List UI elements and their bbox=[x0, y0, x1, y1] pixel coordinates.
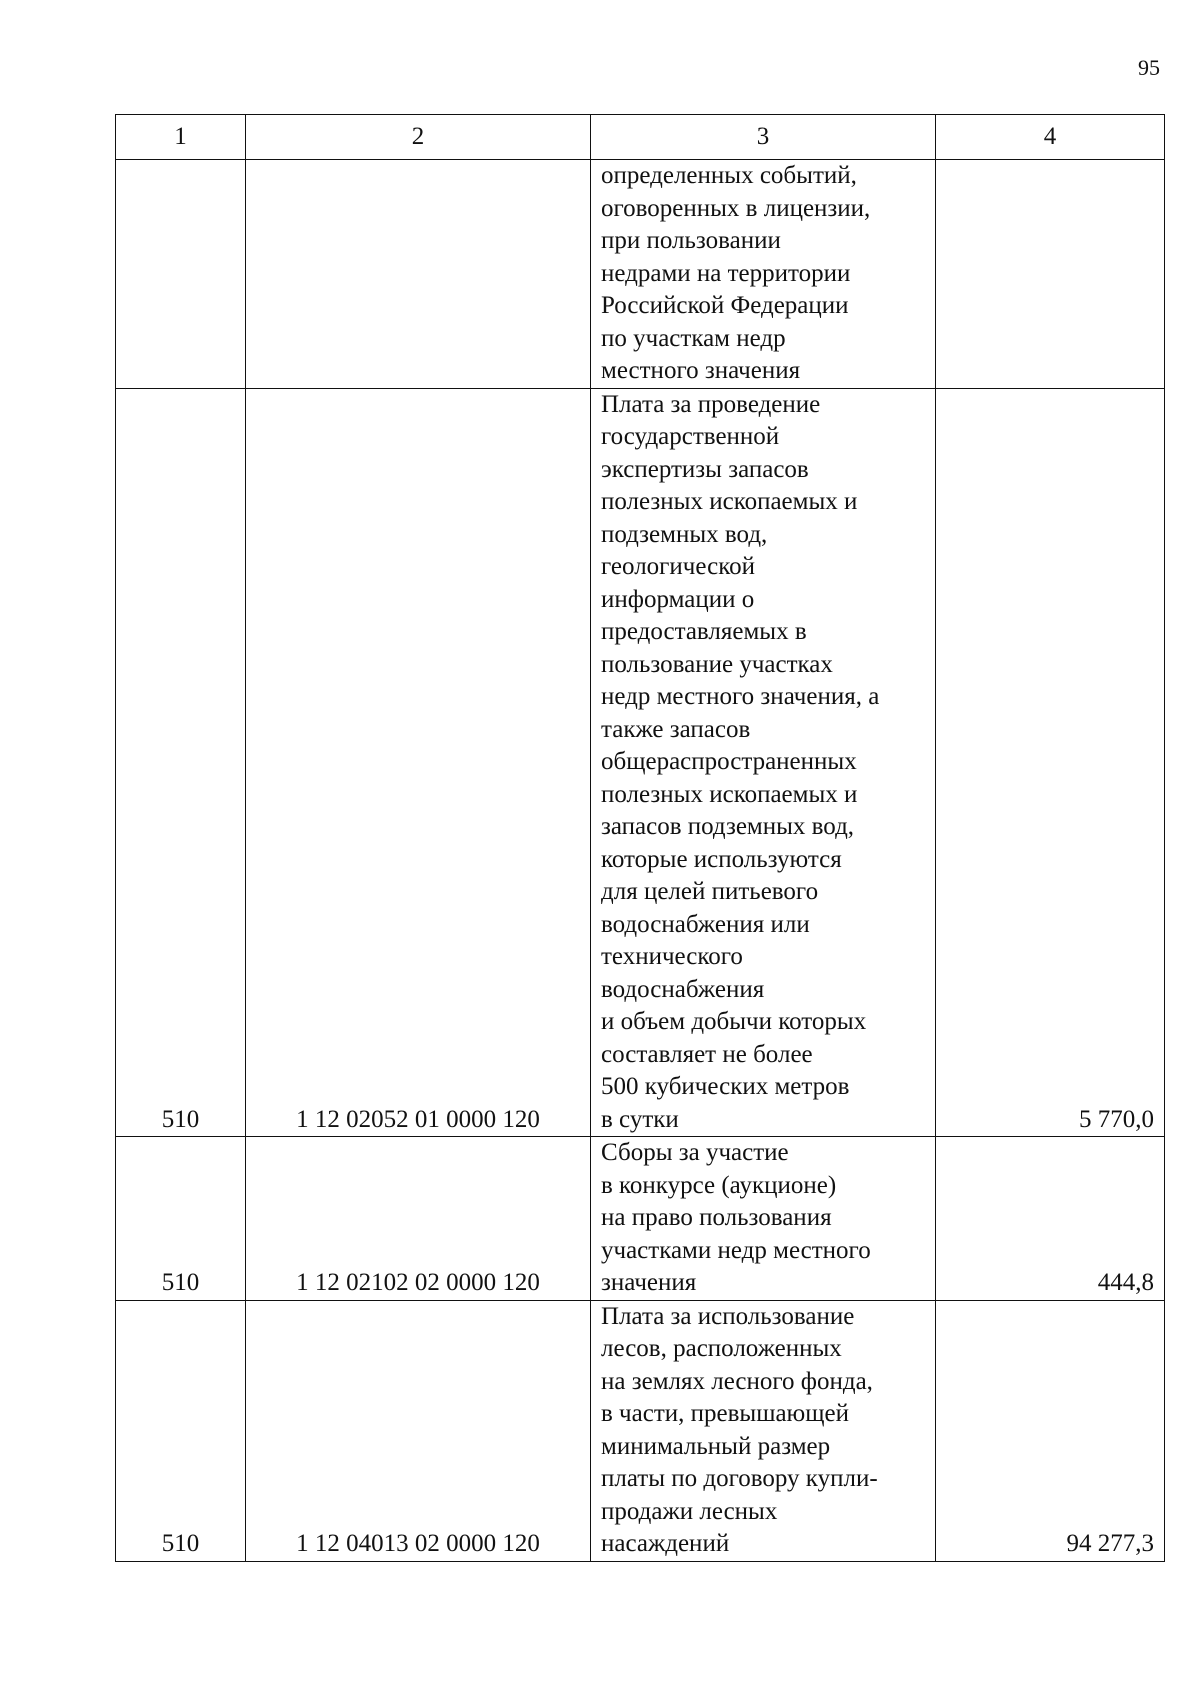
revenue-name-line: по участкам недр bbox=[601, 324, 786, 352]
budget-table bbox=[115, 114, 1165, 1562]
revenue-code-cell: 1 12 02102 02 0000 120 bbox=[246, 1137, 591, 1301]
revenue-code-cell: 1 12 02052 01 0000 120 bbox=[246, 388, 591, 1137]
column-header-3: 3 bbox=[591, 115, 936, 160]
revenue-name-line: недр местного значения, а bbox=[601, 683, 880, 710]
table-row bbox=[116, 1300, 1165, 1561]
revenue-name-line: Плата за использование bbox=[601, 1302, 855, 1330]
column-header-2: 2 bbox=[246, 115, 591, 160]
revenue-name-line: недрами на территории bbox=[601, 259, 851, 287]
revenue-name-line: лесов, расположенных bbox=[601, 1335, 842, 1362]
revenue-name-line: на право пользования bbox=[601, 1204, 832, 1231]
revenue-name-line: 500 кубических метров bbox=[601, 1073, 850, 1100]
revenue-name-line: полезных ископаемых и bbox=[601, 488, 858, 515]
revenue-code-cell bbox=[246, 160, 591, 389]
admin-code-cell: 510 bbox=[116, 1137, 246, 1301]
admin-code-cell: 510 bbox=[116, 388, 246, 1137]
revenue-name-line: подземных вод, bbox=[601, 520, 768, 548]
revenue-name-line: экспертизы запасов bbox=[601, 455, 809, 483]
admin-code-cell: 510 bbox=[116, 1300, 246, 1561]
revenue-name-line: на землях лесного фонда, bbox=[601, 1367, 873, 1395]
table-row bbox=[116, 160, 1165, 389]
revenue-name-line: пользование участках bbox=[601, 650, 833, 678]
revenue-name-line: геологической bbox=[601, 553, 755, 580]
revenue-name-line: составляет не более bbox=[601, 1040, 813, 1068]
revenue-name-line: предоставляемых в bbox=[601, 618, 807, 645]
amount-cell: 444,8 bbox=[936, 1137, 1165, 1301]
revenue-name-line: для целей питьевого bbox=[601, 878, 819, 905]
revenue-name-line: определенных событий, bbox=[601, 162, 857, 189]
revenue-name-line: при пользовании bbox=[601, 227, 781, 254]
revenue-name-line: участками недр местного bbox=[601, 1236, 871, 1264]
revenue-name-line: полезных ископаемых и bbox=[601, 780, 858, 808]
page-number: 95 bbox=[1138, 55, 1160, 80]
revenue-name-line: и объем добычи которых bbox=[601, 1008, 867, 1035]
revenue-name-line: водоснабжения или bbox=[601, 910, 810, 938]
header-row bbox=[116, 115, 1165, 160]
revenue-name-line: местного значения bbox=[601, 357, 801, 384]
revenue-name-line: водоснабжения bbox=[601, 975, 765, 1003]
amount-cell: 5 770,0 bbox=[936, 388, 1165, 1137]
admin-code-cell bbox=[116, 160, 246, 389]
revenue-name-line: также запасов bbox=[601, 715, 751, 743]
revenue-name-line: Сборы за участие bbox=[601, 1139, 789, 1166]
table-row bbox=[116, 1137, 1165, 1301]
revenue-name-line: насаждений bbox=[601, 1530, 730, 1557]
revenue-name-line: в части, превышающей bbox=[601, 1400, 849, 1427]
revenue-name-cell bbox=[591, 160, 936, 389]
amount-cell: 94 277,3 bbox=[936, 1300, 1165, 1561]
revenue-name-cell bbox=[591, 388, 936, 1137]
revenue-name-line: оговоренных в лицензии, bbox=[601, 194, 871, 222]
revenue-name-line: значения bbox=[601, 1269, 697, 1296]
revenue-name-line: информации о bbox=[601, 585, 755, 613]
revenue-name-line: технического bbox=[601, 943, 743, 970]
revenue-name-line: платы по договору купли- bbox=[601, 1465, 878, 1492]
revenue-name-line: которые используются bbox=[601, 845, 842, 873]
revenue-name-line: в сутки bbox=[601, 1105, 679, 1133]
revenue-code-cell: 1 12 04013 02 0000 120 bbox=[246, 1300, 591, 1561]
revenue-name-line: продажи лесных bbox=[601, 1497, 778, 1525]
table-row bbox=[116, 388, 1165, 1137]
revenue-name-line: минимальный размер bbox=[601, 1432, 831, 1460]
revenue-name-line: общераспространенных bbox=[601, 748, 857, 775]
column-header-4: 4 bbox=[936, 115, 1165, 160]
revenue-name-line: Российской Федерации bbox=[601, 292, 849, 319]
column-header-1: 1 bbox=[116, 115, 246, 160]
revenue-name-cell bbox=[591, 1300, 936, 1561]
revenue-name-line: запасов подземных вод, bbox=[601, 813, 855, 840]
table-body bbox=[116, 160, 1165, 1562]
revenue-name-line: в конкурсе (аукционе) bbox=[601, 1171, 837, 1199]
revenue-name-line: Плата за проведение bbox=[601, 390, 821, 418]
amount-cell bbox=[936, 160, 1165, 389]
revenue-name-line: государственной bbox=[601, 423, 780, 450]
revenue-name-cell bbox=[591, 1137, 936, 1301]
